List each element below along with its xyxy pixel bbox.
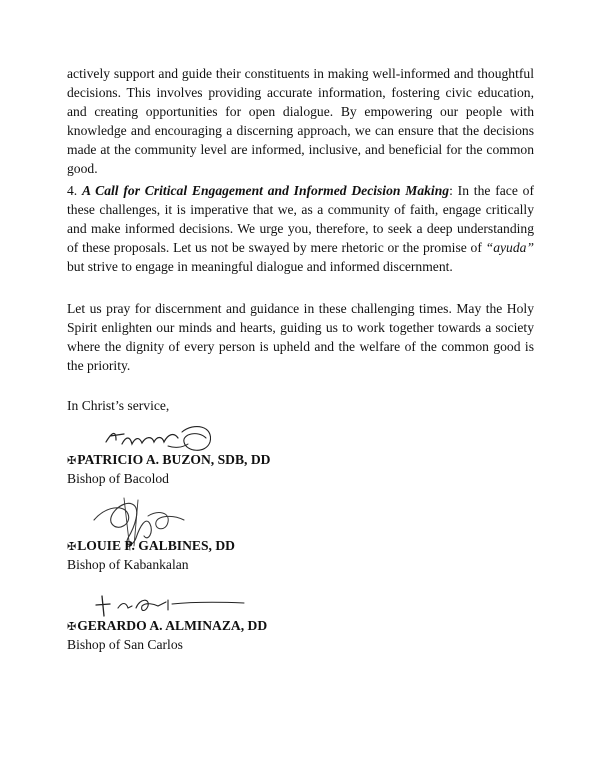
signatory-name xyxy=(67,617,387,636)
item-number: 4. xyxy=(67,183,78,198)
signatory-title: Bishop of San Carlos xyxy=(67,637,183,652)
signatory-name xyxy=(67,537,387,556)
cross-icon: ✠ xyxy=(67,541,77,553)
signatory-title: Bishop of Kabankalan xyxy=(67,557,189,572)
signatory-name-text: LOUIE P. GALBINES, DD xyxy=(77,538,235,553)
closing-salutation: In Christ’s service, xyxy=(67,398,170,413)
signature-alminaza xyxy=(92,592,252,620)
signatory-name xyxy=(67,451,387,470)
paragraph-text-before: : In the face of these challenges, it is imperative that we, as a community of faith, engage critically and make informed decisions. We urge you, therefore, to seek a deep understanding of these proposals. Let us not be swayed by mere rhetoric or the promise of xyxy=(67,183,534,255)
signatory-2 xyxy=(67,537,387,574)
section-heading: A Call for Critical Engagement and Informed Decision Making xyxy=(82,183,450,198)
signatory-name-text: GERARDO A. ALMINAZA, DD xyxy=(77,618,268,633)
paragraph-call-to-engagement xyxy=(67,181,534,276)
signatory-1 xyxy=(67,451,387,488)
paragraph-text-after: but strive to engage in meaningful dialogue and informed discernment. xyxy=(67,259,453,274)
cross-icon: ✠ xyxy=(67,455,77,467)
signatory-name-text: PATRICIO A. BUZON, SDB, DD xyxy=(77,452,271,467)
signature-buzon xyxy=(102,414,222,456)
signatory-title: Bishop of Bacolod xyxy=(67,471,169,486)
paragraph-civic-guidance: actively support and guide their constituents in making well-informed and thoughtful decisions. This involves providing accurate information, fostering civic education, and creating opportunities for open dialogue. By empowering our people with knowledge and encouraging a discerning approach, we can ensure that the decisions made at the community level are informed, inclusive, and beneficial for the common good. xyxy=(67,66,534,176)
paragraph-prayer: Let us pray for discernment and guidance in these challenging times. May the Holy Spirit enlighten our minds and hearts, guiding us to work together towards a society where the dignity of every person is upheld and the welfare of the common good is the priority. xyxy=(67,301,534,373)
cross-icon: ✠ xyxy=(67,621,77,633)
ayuda-term: “ayuda” xyxy=(485,240,534,255)
signatory-3 xyxy=(67,617,387,654)
